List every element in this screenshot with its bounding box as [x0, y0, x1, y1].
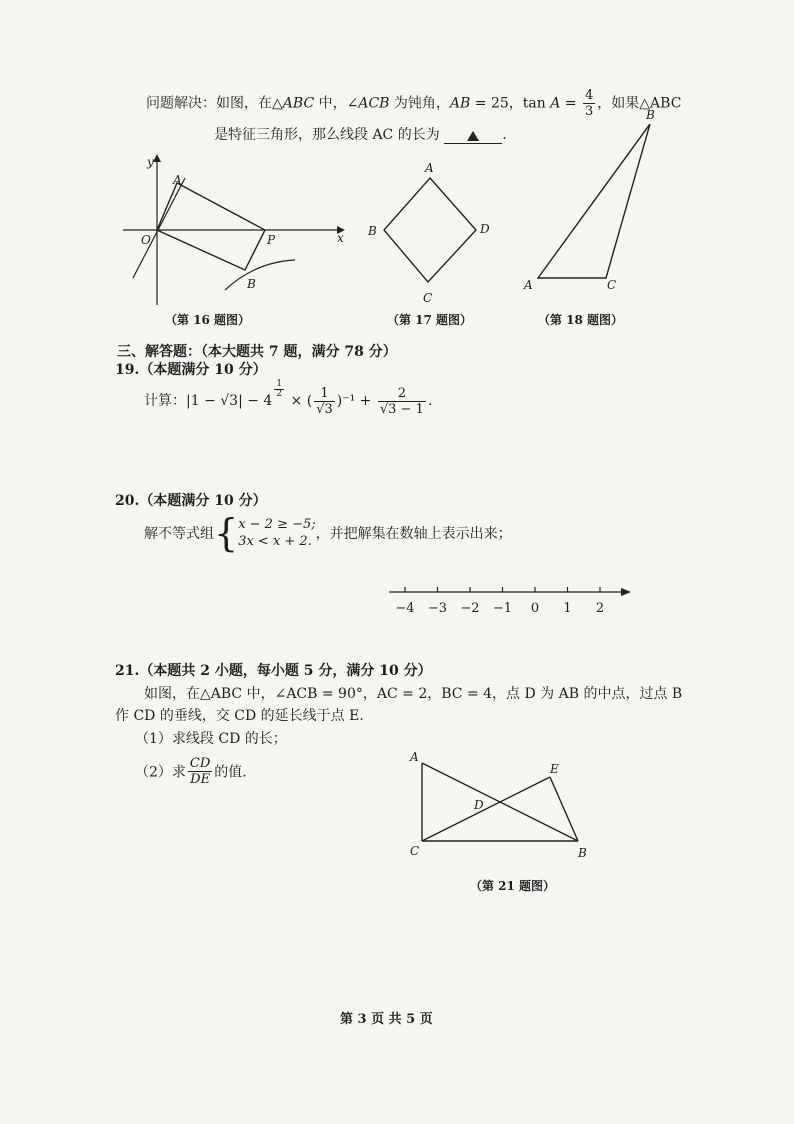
figure-18 — [510, 105, 670, 305]
caption-fig16: （第 16 题图） — [165, 313, 251, 327]
q21-body2: 作 CD 的垂线，交 CD 的延长线于点 E. — [115, 708, 364, 724]
brace-icon: { — [214, 511, 239, 555]
segment-eb — [550, 777, 578, 841]
y-axis-arrow-icon — [153, 154, 161, 162]
quadrilateral-abcd — [384, 178, 476, 282]
tick-label: 1 — [563, 601, 572, 616]
problem18-line1: 问题解决：如图，在△ABC 中，∠ACB 为钝角，AB = 25，tan A = $\frac{4}{3}$ ，如果△ABC — [146, 88, 682, 119]
q21-body1: 如图，在△ABC 中，∠ACB = 90°，AC = 2，BC = 4，点 D 为 AB 的中点，过点 B — [144, 686, 683, 702]
label-e: E — [550, 762, 559, 776]
cd-de-fraction: $\frac{CD}{DE}$ — [189, 756, 211, 787]
answer-blank — [444, 129, 502, 144]
triangle-icon — [467, 131, 479, 141]
curve — [225, 260, 295, 290]
figure-21 — [400, 745, 600, 865]
label-c: C — [607, 278, 617, 292]
q19-expression: 计算：|1 − √3| − 4 $^{\frac{1}{2}}$ × ( $\frac{1}{√3}$ )⁻¹ + $\frac{2}{√3 - 1}$ . — [144, 379, 433, 417]
caption-fig21: （第 21 题图） — [470, 879, 556, 893]
triangle-abc — [538, 124, 650, 278]
tick-label: −4 — [395, 601, 415, 616]
label-d: D — [480, 222, 490, 236]
label-a: A — [410, 750, 419, 764]
figure-17 — [362, 160, 502, 310]
label-b: B — [646, 108, 655, 122]
label-b: B — [578, 846, 587, 860]
last-fraction: $\frac{2}{√3 - 1}$ — [379, 385, 424, 417]
label-c: C — [410, 844, 420, 858]
q19-header: 19.（本题满分 10 分） — [115, 362, 267, 378]
parallelogram-oapb — [157, 183, 265, 270]
label-p: P — [267, 233, 276, 247]
number-line — [385, 580, 635, 620]
inner-fraction: $\frac{1}{√3}$ — [316, 385, 333, 417]
label-c: C — [423, 291, 433, 305]
problem18-line2: 是特征三角形，那么线段 AC 的长为 . — [214, 127, 507, 143]
tan-fraction: $\frac{4}{3}$ — [585, 88, 594, 119]
q21-part2: （2）求 $\frac{CD}{DE}$ 的值. — [135, 756, 247, 787]
caption-fig17: （第 17 题图） — [387, 313, 473, 327]
label-a: A — [173, 173, 182, 187]
label-d: D — [474, 798, 484, 812]
tick-label: 2 — [595, 601, 605, 616]
page-footer: 第 3 页 共 5 页 — [340, 1012, 433, 1027]
section3-title: 三、解答题：（本大题共 7 题，满分 78 分） — [117, 344, 397, 360]
tick-label: 0 — [530, 601, 540, 616]
label-b: B — [368, 224, 377, 238]
figure-16 — [115, 150, 355, 310]
line-through-a — [133, 178, 185, 278]
number-line-arrow-icon — [621, 588, 631, 596]
caption-fig18: （第 18 题图） — [538, 313, 624, 327]
exponent-fraction: 1 2 — [276, 379, 283, 399]
tick-label: −3 — [427, 601, 448, 616]
label-o: O — [141, 233, 151, 247]
segment-ce — [422, 777, 550, 841]
tick-label: −1 — [492, 601, 513, 616]
label-a: A — [524, 278, 533, 292]
number-line-ticks — [395, 587, 604, 616]
q21-header: 21.（本题共 2 小题，每小题 5 分，满分 10 分） — [115, 663, 432, 679]
label-b: B — [247, 277, 256, 291]
inequality-system: x − 2 ≥ −5; 3x < x + 2. — [238, 517, 316, 549]
tick-label: −2 — [460, 601, 480, 616]
q21-part1: （1）求线段 CD 的长； — [135, 731, 287, 747]
q20-header: 20.（本题满分 10 分） — [115, 493, 267, 509]
label-y: y — [147, 155, 154, 169]
label-a: A — [425, 161, 434, 175]
q20-body: 解不等式组{ x − 2 ≥ −5; 3x < x + 2. ，并把解集在数轴上表示出来； — [144, 511, 512, 555]
label-x: x — [337, 231, 344, 245]
